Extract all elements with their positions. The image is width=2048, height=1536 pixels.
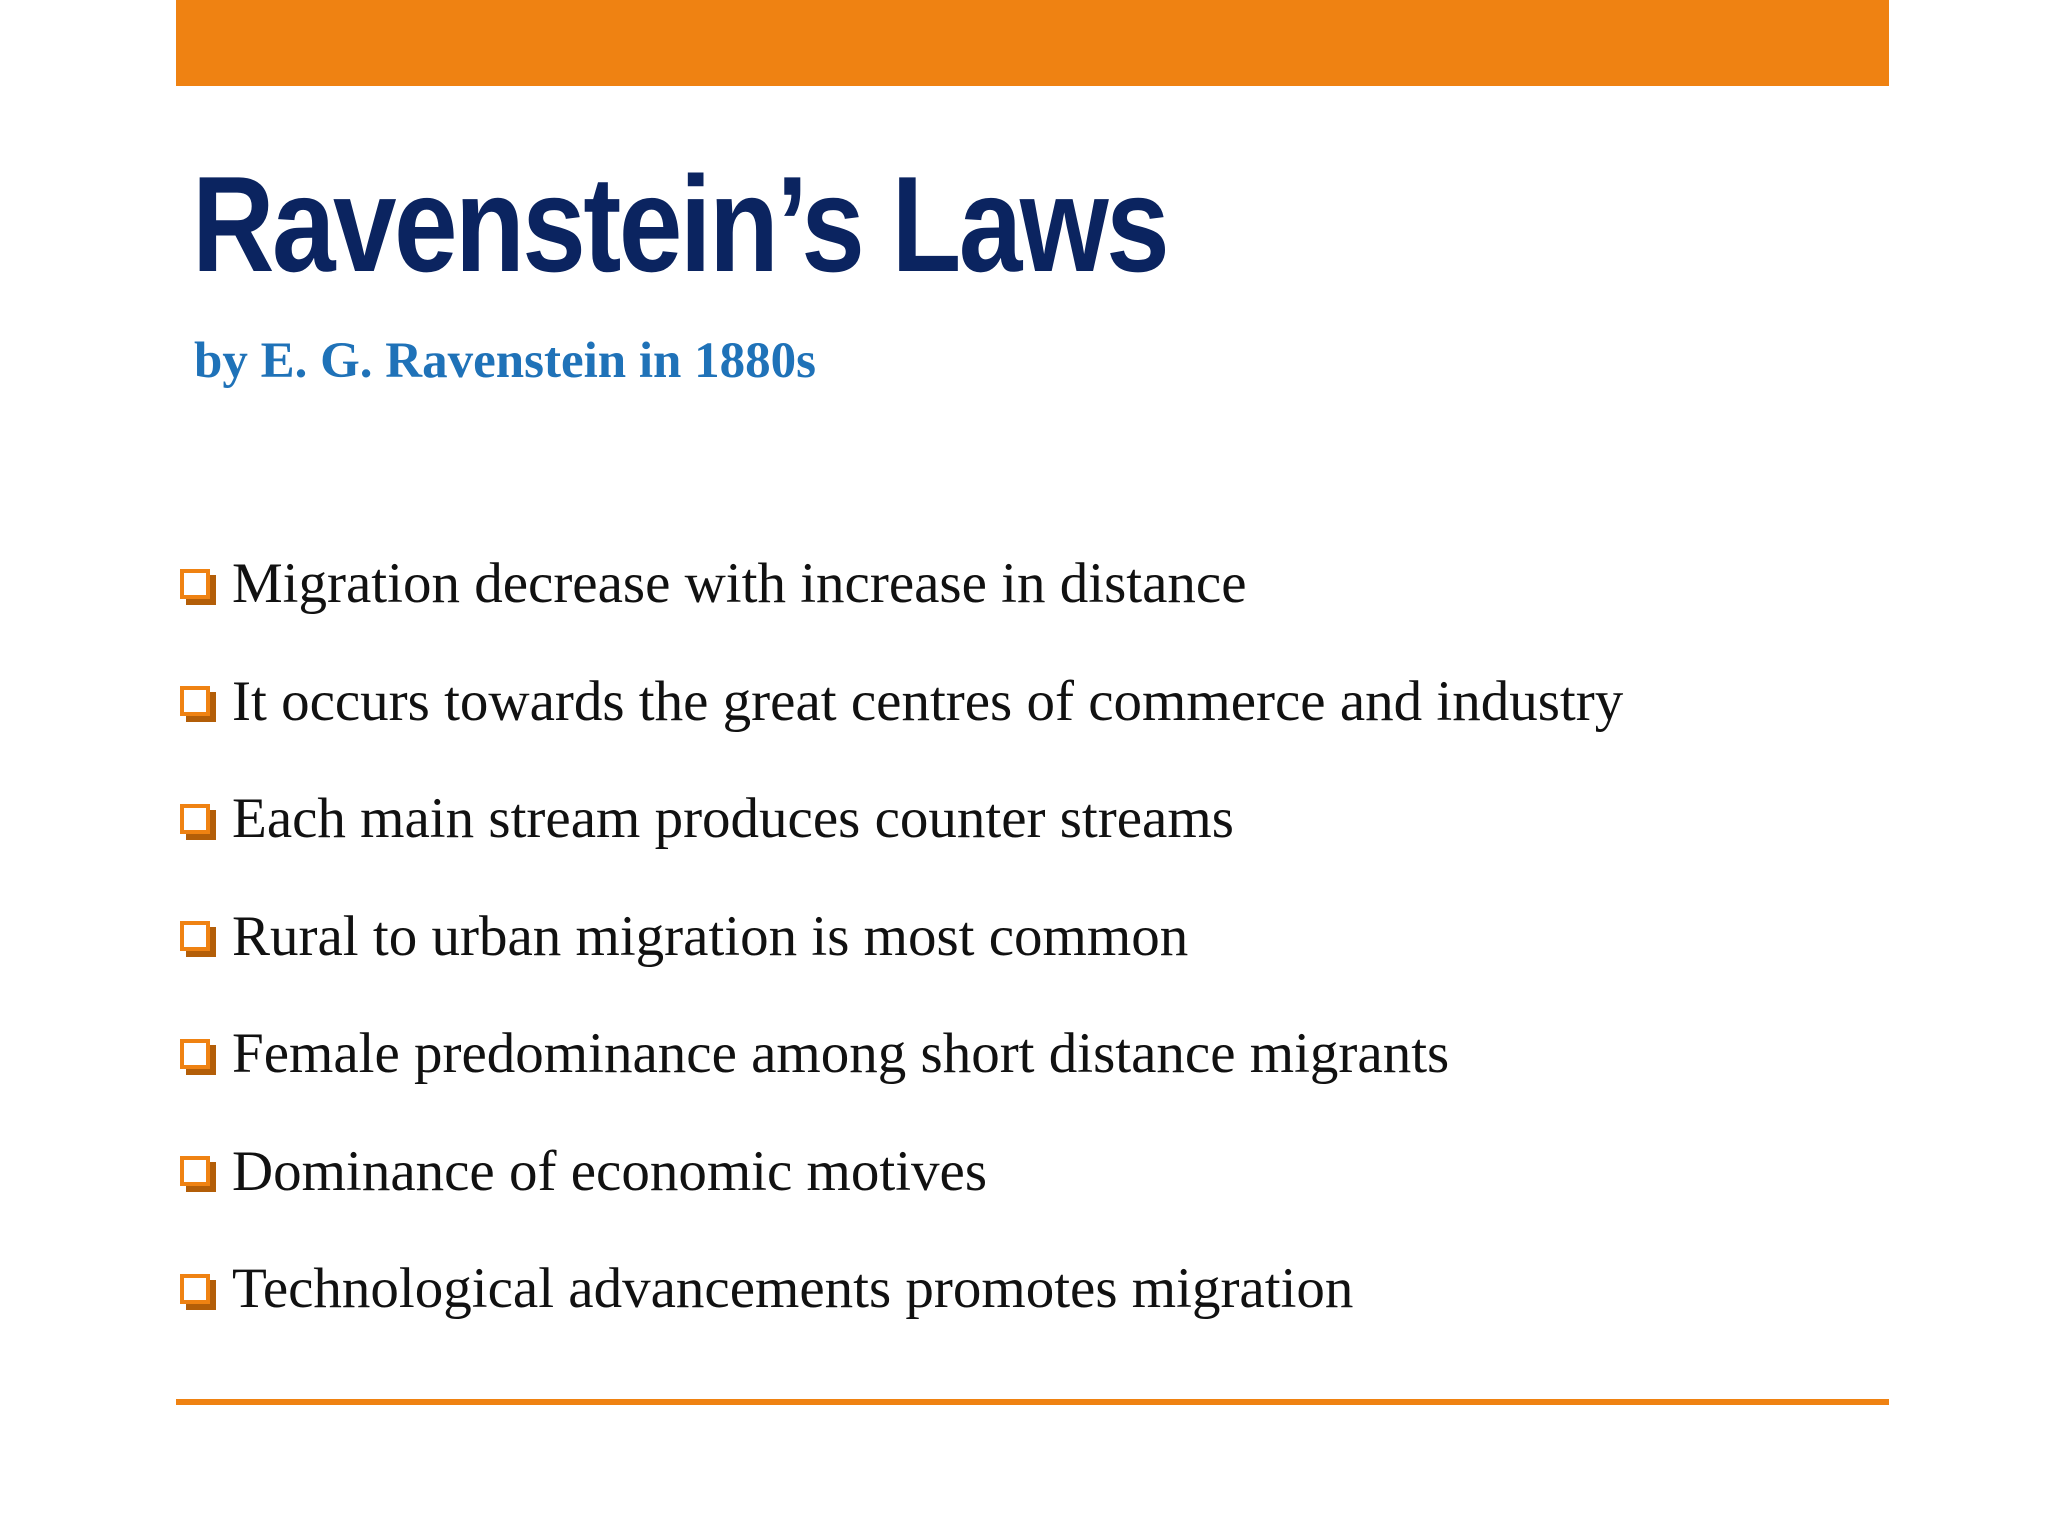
bottom-accent-rule xyxy=(176,1399,1889,1405)
slide-title: Ravenstein’s Laws xyxy=(192,148,1168,300)
list-item xyxy=(180,525,1623,643)
list-item xyxy=(180,643,1623,761)
bullet-text: Migration decrease with increase in distance xyxy=(232,552,1247,616)
square-bullet-icon xyxy=(180,804,210,834)
square-bullet-icon xyxy=(180,921,210,951)
bullet-text: Female predominance among short distance migrants xyxy=(232,1022,1450,1086)
top-accent-bar xyxy=(176,0,1889,86)
slide-subtitle: by E. G. Ravenstein in 1880s xyxy=(194,333,817,389)
square-bullet-icon xyxy=(180,569,210,599)
list-item xyxy=(180,1113,1623,1231)
bullet-list xyxy=(180,525,1623,1348)
bullet-text: Technological advancements promotes migration xyxy=(232,1257,1354,1321)
square-bullet-icon xyxy=(180,1274,210,1304)
square-bullet-icon xyxy=(180,1156,210,1186)
list-item xyxy=(180,760,1623,878)
square-bullet-icon xyxy=(180,686,210,716)
list-item xyxy=(180,995,1623,1113)
square-bullet-icon xyxy=(180,1039,210,1069)
list-item xyxy=(180,1230,1623,1348)
bullet-text: Each main stream produces counter streams xyxy=(232,787,1234,851)
bullet-text: Rural to urban migration is most common xyxy=(232,904,1189,968)
bullet-text: It occurs towards the great centres of commerce and industry xyxy=(232,669,1624,733)
bullet-text: Dominance of economic motives xyxy=(232,1139,988,1203)
list-item xyxy=(180,878,1623,996)
